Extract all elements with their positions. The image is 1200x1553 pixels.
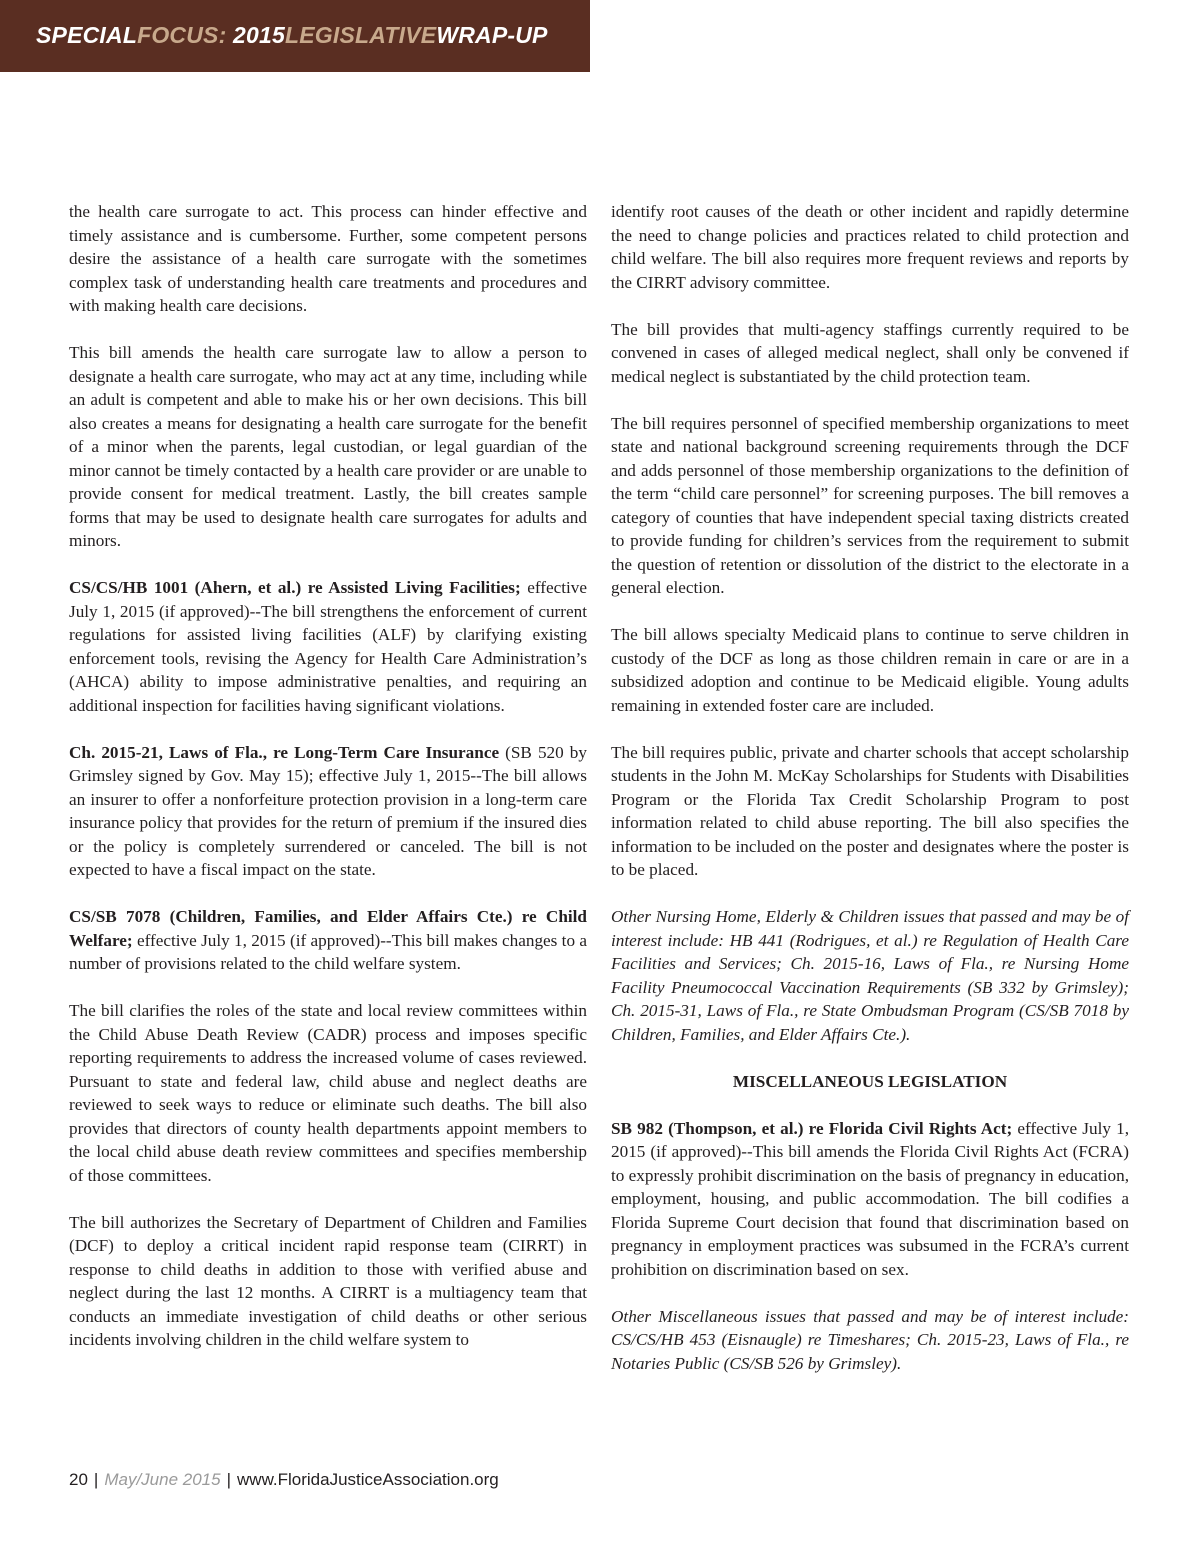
banner-word-special: SPECIAL xyxy=(36,22,138,48)
banner-word-year: 2015 xyxy=(233,22,286,48)
bill-title: CS/CS/HB 1001 (Ahern, et al.) re Assisted Living Facilities; xyxy=(69,578,521,597)
footer-separator: | xyxy=(226,1470,232,1489)
banner-title xyxy=(36,22,548,49)
bill-title: SB 982 (Thompson, et al.) re Florida Civil Rights Act; xyxy=(611,1118,1013,1138)
related-issues-note: Other Nursing Home, Elderly & Children issues that passed and may be of interest include: HB 441 (Rodrigues, et al.) re Regulation of Health Care Facilities and Services; Ch. 2015-16, Laws of Fla., re Nursing Home Facility Pneumococcal Vaccination Requirements (SB 332 by Grimsley); Ch. 2015-31, Laws of Fla., re State Ombudsman Program (CS/SB 7018 by Children, Families, and Elder Affairs Cte.). xyxy=(611,907,1129,1044)
bill-description: effective July 1, 2015 (if approved)--This bill amends the Florida Civil Rights Act (FCRA) to expressly prohibit discrimination on the basis of pregnancy in education, employment, housing, and public accommodation. The bill codifies a Florida Supreme Court decision that found that discrimination based on pregnancy in employment practices was subsumed in the FCRA’s current prohibition on discrimination based on sex. xyxy=(611,1118,1129,1279)
bill-title: CS/SB 7078 (Children, Families, and Elder Affairs Cte.) re Child Welfare; xyxy=(69,907,587,950)
section-heading: MISCELLANEOUS LEGISLATION xyxy=(732,1071,1008,1091)
paragraph: The bill provides that multi-agency staffings currently required to be convened in cases of alleged medical neglect, shall only be convened if medical neglect is substantiated by the child protection team. xyxy=(611,319,1129,386)
bill-paragraph xyxy=(69,741,587,882)
paragraph: The bill authorizes the Secretary of Department of Children and Families (DCF) to deploy a critical incident rapid response team (CIRRT) in response to child deaths in addition to those with verified abuse and neglect during the last 12 months. A CIRRT is a multiagency team that conducts an immediate investigation of child deaths or other serious incidents involving children in the child welfare system to xyxy=(69,1212,587,1349)
related-issues-note: Other Miscellaneous issues that passed and may be of interest include: CS/CS/HB 453 (Eisnaugle) re Timeshares; Ch. 2015-23, Laws of Fla., re Notaries Public (CS/SB 526 by Grimsley). xyxy=(611,1306,1129,1373)
banner-word-legislative: LEGISLATIVE xyxy=(285,22,437,48)
footer-separator: | xyxy=(93,1470,99,1489)
bill-description: (SB 520 by Grimsley signed by Gov. May 15); effective July 1, 2015--The bill allows an insurer to offer a nonforfeiture protection provision in a long-term care insurance policy that provides for the return of premium if the insured dies or the policy is completely surrendered or canceled. The bill is not expected to have a fiscal impact on the state. xyxy=(69,742,587,879)
bill-paragraph xyxy=(69,576,587,717)
issue-date: May/June 2015 xyxy=(104,1470,221,1489)
banner-word-wrapup: WRAP-UP xyxy=(436,22,548,48)
paragraph: The bill clarifies the roles of the state and local review committees within the Child Abuse Death Review (CADR) process and imposes specific reporting requirements to address the increased volume of cases reviewed. Pursuant to state and federal law, child abuse and neglect deaths are reviewed to seek ways to reduce or eliminate such deaths. The bill also provides that directors of county health departments appoint members to the local child abuse death review committees and specifies membership of those committees. xyxy=(69,1001,587,1185)
paragraph: The bill allows specialty Medicaid plans to continue to serve children in custody of the DCF as long as those children remain in care or are in a subsidized adoption and continue to be Medicaid eligible. Young adults remaining in extended foster care are included. xyxy=(611,625,1129,715)
paragraph: identify root causes of the death or other incident and rapidly determine the need to change policies and practices related to child protection and child welfare. The bill also requires more frequent reviews and reports by the CIRRT advisory committee. xyxy=(611,202,1129,292)
right-column xyxy=(611,200,1129,1375)
paragraph: The bill requires public, private and charter schools that accept scholarship students in the John M. McKay Scholarships for Students with Disabilities Program or the Florida Tax Credit Scholarship Program to post information related to child abuse reporting. The bill also specifies the information to be included on the poster and designates where the poster is to be placed. xyxy=(611,742,1129,879)
bill-description: effective July 1, 2015 (if approved)--The bill strengthens the enforcement of current regulations for assisted living facilities (ALF) by clarifying existing enforcement tools, revising the Agency for Health Care Administration’s (AHCA) ability to impose administrative penalties, and requiring an additional inspection for facilities having significant violations. xyxy=(69,578,588,715)
section-banner xyxy=(0,0,590,72)
website-link[interactable]: www.FloridaJusticeAssociation.org xyxy=(237,1470,499,1489)
left-column xyxy=(69,200,587,1352)
banner-word-focus: FOCUS: xyxy=(137,22,234,48)
bill-title: Ch. 2015-21, Laws of Fla., re Long-Term Care Insurance xyxy=(69,742,500,762)
paragraph: This bill amends the health care surrogate law to allow a person to designate a health care surrogate, who may act at any time, including while an adult is competent and able to make his or her own decisions. This bill also creates a means for designating a health care surrogate for the benefit of a minor when the parents, legal custodian, or legal guardian of the minor cannot be timely contacted by a health care provider or are unable to provide consent for medical treatment. Lastly, the bill creates sample forms that may be used to designate health care surrogates for adults and minors. xyxy=(69,343,587,550)
paragraph: The bill requires personnel of specified membership organizations to meet state and national background screening requirements through the DCF and adds personnel of those membership organizations to the definition of the term “child care personnel” for screening purposes. The bill removes a category of counties that have independent special taxing districts created to provide funding for children’s services from the requirement to submit the question of retention or dissolution of the district to the electorate in a general election. xyxy=(611,413,1129,597)
page-footer xyxy=(69,1470,499,1490)
bill-paragraph xyxy=(69,905,587,976)
paragraph: the health care surrogate to act. This process can hinder effective and timely assistance and is cumbersome. Further, some competent persons desire the assistance of a health care surrogate with the sometimes complex task of understanding health care treatments and procedures and with making health care decisions. xyxy=(69,202,587,315)
bill-paragraph xyxy=(611,1117,1129,1282)
bill-description: effective July 1, 2015 (if approved)--This bill makes changes to a number of provisions related to the child welfare system. xyxy=(69,930,587,973)
page-number: 20 xyxy=(69,1470,88,1489)
